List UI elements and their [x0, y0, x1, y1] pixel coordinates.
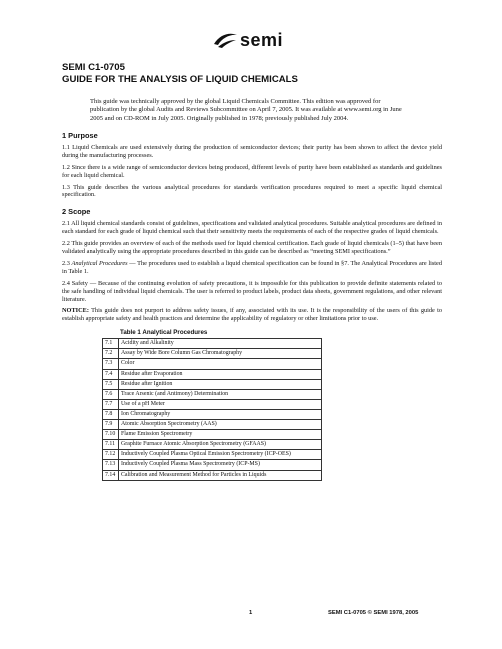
table-cell-number: 7.6 — [103, 389, 119, 399]
doc-id: SEMI C1-0705 — [62, 62, 125, 73]
table-row — [103, 440, 322, 450]
approval-note: This guide was technically approved by the global Liquid Chemicals Committee. This edition was approved for publication by the global Audits and Reviews Subcommittee on April 7, 2005. It was available at www.semi.org in June 2005 and on CD-ROM in July 2005. Originally published in 1978; previously published July 2004. — [90, 98, 402, 122]
paragraph-2-3 — [62, 260, 442, 276]
table-row — [103, 339, 322, 349]
paragraph-2-3-text: — The procedures used to establish a liquid chemical specification can be found in §7. The Analytical Procedures are listed in Table 1. — [62, 259, 443, 275]
paragraph-2-3-number: 2.3 — [62, 259, 72, 267]
table-cell-number: 7.9 — [103, 420, 119, 430]
table-row — [103, 409, 322, 419]
table-row — [103, 430, 322, 440]
notice-label: NOTICE: — [62, 307, 89, 315]
paragraph-2-4: 2.4 Safety — Because of the continuing evolution of safety precautions, it is impossible for this publication to provide definite statements related to the safe handling of individual liquid chemicals. The user is referred to product labels, product data sheets, government regulations, and other relevant literature. — [62, 279, 442, 303]
table-cell-number: 7.12 — [103, 450, 119, 460]
table-cell-procedure: Assay by Wide Bore Column Gas Chromatography — [119, 349, 322, 359]
table-row — [103, 470, 322, 480]
paragraph-1-1: 1.1 Liquid Chemicals are used extensively during the production of semiconductor devices; their purity has been shown to affect the device yield during the manufacturing processes. — [62, 143, 442, 159]
paragraph-2-1: 2.1 All liquid chemical standards consist of guidelines, specifications and validated analytical procedures. Suitable analytical procedures are defined in each standard for each grade of liquid chemical such that their sensitivity meets the requirements of each of the respective grades of liquid chemicals. — [62, 220, 442, 236]
table-cell-number: 7.3 — [103, 359, 119, 369]
table-row — [103, 369, 322, 379]
document-body — [62, 62, 442, 481]
paragraph-1-2: 1.2 Since there is a wide range of semiconductor devices being produced, different levels of purity have been established as standards and guidelines for each liquid chemical. — [62, 163, 442, 179]
section-purpose-heading: 1 Purpose — [62, 130, 98, 140]
table-cell-procedure: Atomic Absorption Spectrometry (AAS) — [119, 420, 322, 430]
table-cell-procedure: Acidity and Alkalinity — [119, 339, 322, 349]
semi-logo — [212, 30, 283, 50]
table-cell-number: 7.10 — [103, 430, 119, 440]
footer-reference: SEMI C1-0705 © SEMI 1978, 2005 — [328, 610, 419, 616]
doc-title: GUIDE FOR THE ANALYSIS OF LIQUID CHEMICALS — [62, 74, 298, 85]
analytical-procedures-table — [102, 338, 322, 480]
table-row — [103, 450, 322, 460]
semi-logo-mark-icon — [212, 30, 238, 50]
table-cell-number: 7.13 — [103, 460, 119, 470]
table-cell-number: 7.4 — [103, 369, 119, 379]
table-cell-procedure: Residue after Ignition — [119, 379, 322, 389]
table-cell-procedure: Trace Arsenic (and Antimony) Determination — [119, 389, 322, 399]
table-row — [103, 460, 322, 470]
table-cell-number: 7.5 — [103, 379, 119, 389]
notice-paragraph — [62, 307, 442, 323]
table-row — [103, 389, 322, 399]
table-cell-procedure: Residue after Evaporation — [119, 369, 322, 379]
table-cell-procedure: Use of a pH Meter — [119, 399, 322, 409]
section-scope-heading: 2 Scope — [62, 207, 91, 217]
page-number: 1 — [249, 610, 253, 616]
page-footer — [0, 610, 502, 620]
paragraph-1-3: 1.3 This guide describes the various analytical procedures for standards verification procedures required to meet a specific liquid chemical specification. — [62, 183, 442, 199]
paragraph-2-3-emphasis: Analytical Procedures — [71, 259, 128, 267]
table-cell-number: 7.7 — [103, 399, 119, 409]
table-cell-number: 7.11 — [103, 440, 119, 450]
table-cell-procedure: Color — [119, 359, 322, 369]
table-cell-procedure: Calibration and Measurement Method for Particles in Liquids — [119, 470, 322, 480]
notice-text: This guide does not purport to address safety issues, if any, associated with its use. It is the responsibility of the users of this guide to establish appropriate safety and health practices and determine the applicability of regulatory or other limitations prior to use. — [62, 307, 442, 323]
table-row — [103, 420, 322, 430]
table-row — [103, 399, 322, 409]
table-1-title: Table 1 Analytical Procedures — [120, 329, 208, 337]
table-cell-procedure: Graphite Furnace Atomic Absorption Spectrometry (GFAAS) — [119, 440, 322, 450]
table-cell-number: 7.1 — [103, 339, 119, 349]
table-cell-number: 7.2 — [103, 349, 119, 359]
logo-text: semi — [240, 30, 284, 50]
table-row — [103, 379, 322, 389]
table-row — [103, 349, 322, 359]
table-cell-procedure: Ion Chromatography — [119, 409, 322, 419]
table-cell-procedure: Flame Emission Spectrometry — [119, 430, 322, 440]
table-cell-number: 7.14 — [103, 470, 119, 480]
table-cell-number: 7.8 — [103, 409, 119, 419]
paragraph-2-2: 2.2 This guide provides an overview of each of the methods used for liquid chemical certification. Each grade of liquid chemicals (1–5) that have been validated analytically using the appropriate procedures described in this guide can be described as “meeting SEMI specifications.” — [62, 240, 442, 256]
table-cell-procedure: Inductively Coupled Plasma Optical Emission Spectrometry (ICP-OES) — [119, 450, 322, 460]
table-cell-procedure: Inductively Coupled Plasma Mass Spectrometry (ICP-MS) — [119, 460, 322, 470]
table-row — [103, 359, 322, 369]
